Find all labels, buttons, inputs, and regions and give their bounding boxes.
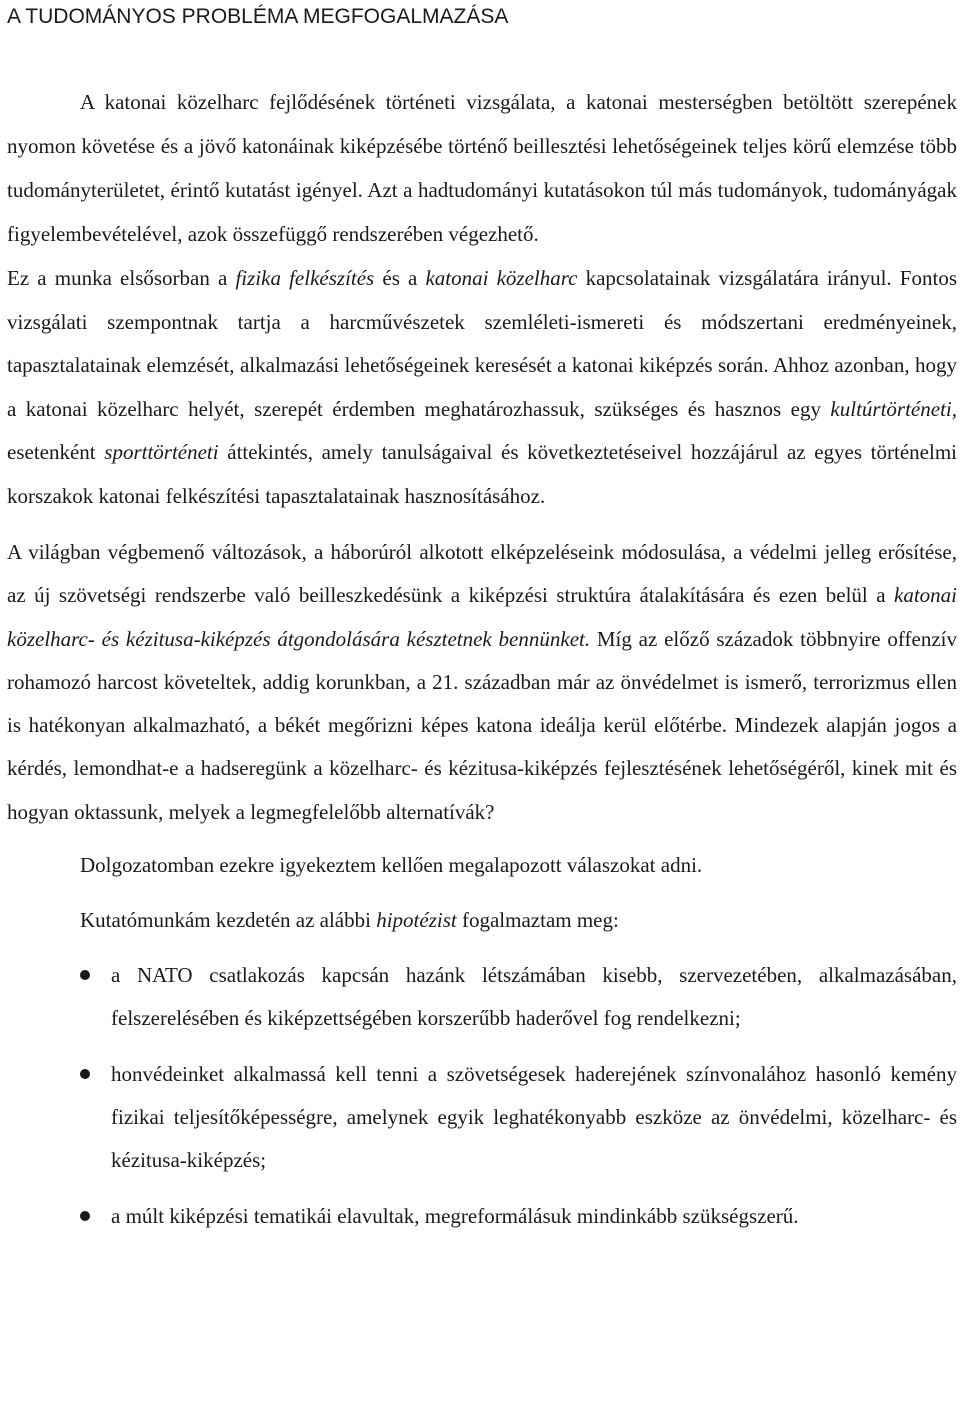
text-segment: áttekintés, amely tanulságaival és következtetéseivel hozzájárul az egyes történelmi korszakok katonai felkészítési tapasztalatainak hasznosításához. <box>7 440 957 508</box>
bullet-icon <box>80 970 90 980</box>
list-item <box>7 954 957 1040</box>
text-segment: fogalmaztam meg: <box>456 908 619 933</box>
text-segment: Kutatómunkám kezdetén az alábbi <box>80 908 377 933</box>
list-item <box>7 1195 957 1238</box>
list-item-text: a NATO csatlakozás kapcsán hazánk létszámában kisebb, szervezetében, alkalmazásában, felszerelésében és kiképzettségében korszerűbb haderővel fog rendelkezni; <box>111 963 957 1031</box>
italic-phrase: kultúrtörténeti, <box>830 396 957 421</box>
paragraph-focus <box>7 257 957 518</box>
bullet-icon <box>80 1211 90 1221</box>
paragraph-answers: Dolgozatomban ezekre igyekeztem kellően megalapozott válaszokat adni. <box>80 853 703 878</box>
hypothesis-list <box>7 954 957 1238</box>
paragraph-intro: A katonai közelharc fejlődésének történeti vizsgálata, a katonai mesterségben betöltött szerepének nyomon követése és a jövő katonáinak kiképzésébe történő beillesztési lehetőségeinek teljes körű elemzése több tudományterületet, érintő kutatást igényel. Azt a hadtudományi kutatásokon túl más tudományok, tudományágak figyelembevételével, azok összefüggő rendszerében végezhető. <box>7 90 957 246</box>
text-segment: Ez a munka elsősorban a <box>7 266 236 290</box>
paragraph-changes <box>7 531 957 834</box>
paragraph-hypothesis-intro <box>7 899 957 942</box>
italic-phrase: katonai közelharc- és kézitusa-kiképzés átgondolására késztetnek bennünket. <box>7 583 957 651</box>
italic-phrase: hipotézist <box>376 908 457 933</box>
text-segment: Míg az előző századok többnyire offenzív rohamozó harcost követeltek, addig korunkban, a 21. században már az önvédelmet is ismerő, terrorizmus ellen is hatékonyan alkalmazható, a békét megőrizni képes katona ideálja kerül előtérbe. Mindezek alapján jogos a kérdés, lemondhat-e a hadseregünk a közelharc- és kézitusa-kiképzés fejlesztésének lehetőségéről, kinek mit és hogyan oktassunk, melyek a legmegfelelőbb alternatívák? <box>7 626 957 824</box>
bullet-icon <box>80 1069 90 1079</box>
list-item-text: honvédeinket alkalmassá kell tenni a szövetségesek haderejének színvonalához hasonló kemény fizikai teljesítőképességre, amelynek egyik leghatékonyabb eszköze az önvédelmi, közelharc- és kézitusa-kiképzés; <box>111 1062 957 1173</box>
text-segment: esetenként <box>7 440 105 464</box>
document-body <box>7 80 957 1238</box>
italic-phrase: fizika felkészítés <box>235 266 375 290</box>
list-item-text: a múlt kiképzési tematikái elavultak, megreformálásuk mindinkább szükségszerű. <box>111 1204 799 1229</box>
text-segment: és a <box>374 266 426 290</box>
document-heading: A TUDOMÁNYOS PROBLÉMA MEGFOGALMAZÁSA <box>7 5 509 28</box>
list-item <box>7 1053 957 1182</box>
text-segment: A világban végbemenő változások, a háborúról alkotott elképzeléseink módosulása, a védelmi jelleg erősítése, az új szövetségi rendszerbe való beilleszkedésünk a kiképzési struktúra átalakítására és ezen belül a <box>7 540 957 608</box>
italic-phrase: katonai közelharc <box>425 266 578 290</box>
italic-phrase: sporttörténeti <box>104 440 219 464</box>
text-segment: kapcsolatainak vizsgálatára irányul. Fontos vizsgálati szempontnak tartja a harcművészetek szemléleti-ismereti és módszertani eredményeinek, tapasztalatainak elemzését, alkalmazási lehetőségeinek keresését a katonai kiképzés során. Ahhoz azonban, hogy a katonai közelharc helyét, szerepét érdemben meghatározhassuk, szükséges és hasznos egy <box>7 266 957 421</box>
